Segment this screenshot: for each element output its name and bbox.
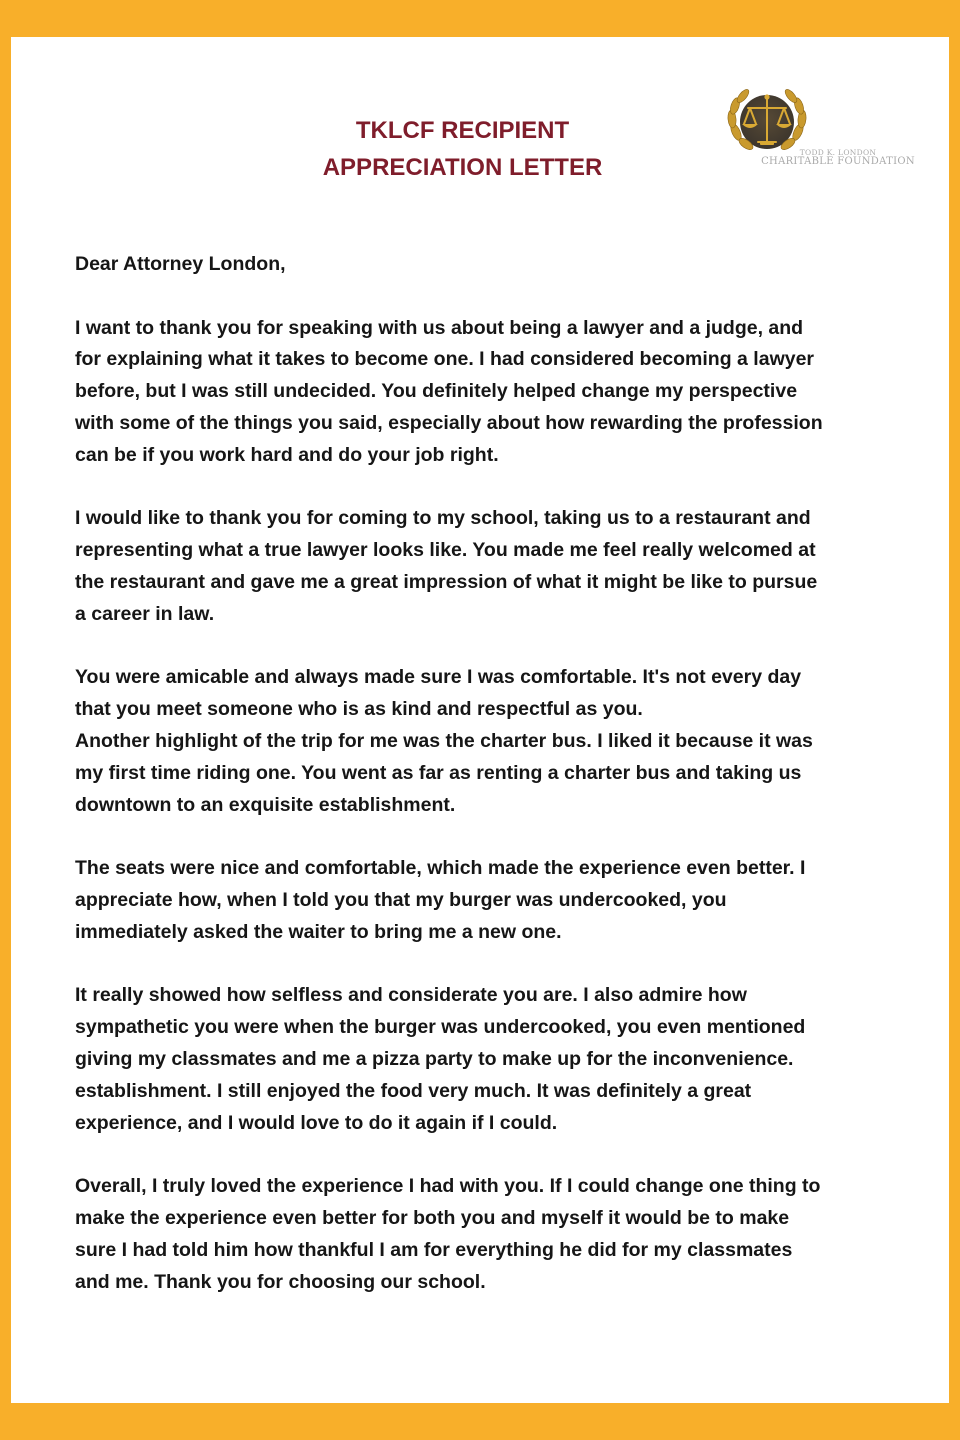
paragraph-4 — [75, 853, 895, 948]
text-line: It really showed how selfless and considerate you are. I also admire how — [75, 984, 747, 1007]
text-line: downtown to an exquisite establishment. — [75, 793, 456, 816]
text-line: I would like to thank you for coming to my school, taking us to a restaurant and — [75, 507, 811, 530]
text-line: You were amicable and always made sure I was comfortable. It's not every day — [75, 666, 802, 689]
text-line: make the experience even better for both you and myself it would be to make — [75, 1206, 790, 1229]
foundation-logo — [722, 84, 922, 174]
text-line: before, but I was still undecided. You definitely helped change my perspective — [75, 380, 798, 403]
text-line: with some of the things you said, especially about how rewarding the profession — [75, 411, 823, 434]
text-line: representing what a true lawyer looks like. You made me feel really welcomed at — [75, 539, 816, 562]
title-line-2: APPRECIATION LETTER — [322, 154, 603, 181]
title-line-1: TKLCF RECIPIENT — [355, 117, 570, 144]
text-line: for explaining what it takes to become one. I had considered becoming a lawyer — [75, 348, 815, 371]
text-line: establishment. I still enjoyed the food very much. It was definitely a great — [75, 1079, 752, 1102]
text-line: appreciate how, when I told you that my burger was undercooked, you — [75, 888, 727, 911]
salutation — [75, 249, 895, 281]
text-line: that you meet someone who is as kind and respectful as you. — [75, 698, 643, 721]
text-line: experience, and I would love to do it again if I could. — [75, 1111, 558, 1134]
text-line: sympathetic you were when the burger was undercooked, you even mentioned — [75, 1016, 806, 1039]
text-line: my first time riding one. You went as far as renting a charter bus and taking us — [75, 761, 802, 784]
page-title — [280, 112, 645, 186]
text-line: the restaurant and gave me a great impression of what it might be like to pursue — [75, 570, 818, 593]
text-line: Another highlight of the trip for me was the charter bus. I liked it because it was — [75, 729, 813, 752]
logo-subtitle: CHARITABLE FOUNDATION — [761, 156, 915, 167]
letter-body — [75, 249, 895, 1298]
paragraph-3 — [75, 662, 895, 821]
paragraph-6 — [75, 1171, 895, 1298]
paragraph-1 — [75, 313, 895, 472]
text-line: a career in law. — [75, 602, 215, 625]
text-line: giving my classmates and me a pizza party to make up for the inconvenience. — [75, 1047, 794, 1070]
salutation-text: Dear Attorney London, — [75, 253, 286, 275]
text-line: I want to thank you for speaking with us about being a lawyer and a judge, and — [75, 316, 804, 339]
text-line: immediately asked the waiter to bring me a new one. — [75, 920, 562, 943]
paragraph-2 — [75, 503, 895, 630]
logo-name: TODD K. LONDON — [799, 148, 877, 157]
text-line: can be if you work hard and do your job right. — [75, 443, 499, 466]
text-line: Overall, I truly loved the experience I had with you. If I could change one thing to — [75, 1175, 821, 1198]
text-line: sure I had told him how thankful I am for everything he did for my classmates — [75, 1238, 793, 1261]
text-line: and me. Thank you for choosing our school. — [75, 1270, 486, 1293]
text-line: The seats were nice and comfortable, which made the experience even better. I — [75, 857, 806, 880]
paragraph-5 — [75, 980, 895, 1139]
